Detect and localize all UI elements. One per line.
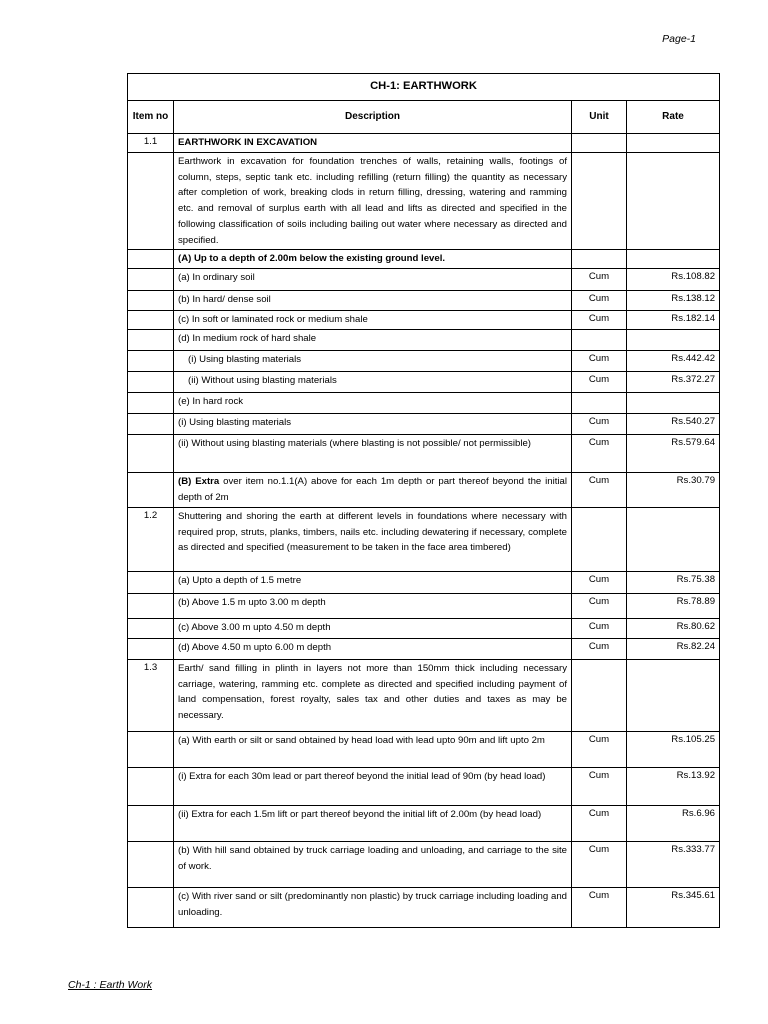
item-number-cell [128, 350, 174, 371]
description-cell: (b) With hill sand obtained by truck carriage loading and unloading, and carriage to the site of work. [174, 841, 572, 887]
item-number-cell [128, 571, 174, 593]
rate-cell [627, 153, 720, 250]
item-number-cell [128, 638, 174, 659]
unit-cell: Cum [572, 638, 627, 659]
page-number: Page-1 [662, 33, 696, 45]
description-cell: (a) Upto a depth of 1.5 metre [174, 571, 572, 593]
unit-cell: Cum [572, 571, 627, 593]
rate-cell: Rs.75.38 [627, 571, 720, 593]
table-row [128, 887, 720, 927]
unit-cell: Cum [572, 413, 627, 434]
item-number-cell [128, 841, 174, 887]
item-number-cell [128, 434, 174, 472]
description-cell [174, 250, 572, 269]
table-title: CH-1: EARTHWORK [128, 74, 720, 101]
unit-cell: Cum [572, 805, 627, 841]
rate-cell [627, 392, 720, 413]
item-number-cell [128, 329, 174, 350]
description-bold-text: (B) Extra [178, 475, 220, 487]
unit-cell [572, 250, 627, 269]
description-cell: (b) In hard/ dense soil [174, 291, 572, 311]
table-row [128, 593, 720, 618]
unit-cell: Cum [572, 291, 627, 311]
unit-cell: Cum [572, 841, 627, 887]
item-number-cell [128, 805, 174, 841]
description-cell: (a) With earth or silt or sand obtained by head load with lead upto 90m and lift upto 2m [174, 731, 572, 767]
table-row [128, 805, 720, 841]
description-cell: Shuttering and shoring the earth at different levels in foundations where necessary with required prop, struts, planks, timbers, nails etc. including dewatering if necessary, complete as directed and specified (measurement to be taken in the face area timbered) [174, 507, 572, 571]
header-unit: Unit [572, 101, 627, 134]
description-cell: EARTHWORK IN EXCAVATION [174, 134, 572, 153]
table-row [128, 472, 720, 507]
rate-cell: Rs.442.42 [627, 350, 720, 371]
description-cell: (i) Extra for each 30m lead or part thereof beyond the initial lead of 90m (by head load) [174, 767, 572, 805]
rate-cell [627, 329, 720, 350]
rate-cell [627, 134, 720, 153]
rate-cell: Rs.182.14 [627, 311, 720, 330]
table-row [128, 350, 720, 371]
description-cell: (a) In ordinary soil [174, 269, 572, 291]
description-cell: (d) In medium rock of hard shale [174, 329, 572, 350]
unit-cell: Cum [572, 269, 627, 291]
description-cell: (c) Above 3.00 m upto 4.50 m depth [174, 618, 572, 638]
item-number-cell: 1.3 [128, 659, 174, 731]
table-row [128, 371, 720, 392]
table-row [128, 767, 720, 805]
rate-cell: Rs.108.82 [627, 269, 720, 291]
rate-schedule-table [127, 73, 720, 928]
item-number-cell [128, 413, 174, 434]
table-row [128, 311, 720, 330]
description-cell [174, 472, 572, 507]
table-row [128, 434, 720, 472]
item-number-cell [128, 153, 174, 250]
rate-cell: Rs.345.61 [627, 887, 720, 927]
unit-cell [572, 153, 627, 250]
table-row [128, 250, 720, 269]
description-cell: Earth/ sand filling in plinth in layers not more than 150mm thick including necessary carriage, watering, ramming etc. complete as directed and specified including payment of land compensation, forest royalty, sales tax and other duties and taxes as may be necessary. [174, 659, 572, 731]
item-number-cell: 1.2 [128, 507, 174, 571]
unit-cell: Cum [572, 887, 627, 927]
description-cell: (ii) Without using blasting materials (where blasting is not possible/ not permissible) [174, 434, 572, 472]
header-description: Description [174, 101, 572, 134]
table-row [128, 571, 720, 593]
table-row [128, 153, 720, 250]
rate-cell: Rs.6.96 [627, 805, 720, 841]
rate-cell: Rs.579.64 [627, 434, 720, 472]
rate-cell: Rs.105.25 [627, 731, 720, 767]
rate-cell: Rs.138.12 [627, 291, 720, 311]
unit-cell [572, 659, 627, 731]
table-row [128, 134, 720, 153]
description-cell: (d) Above 4.50 m upto 6.00 m depth [174, 638, 572, 659]
item-number-cell [128, 291, 174, 311]
unit-cell: Cum [572, 767, 627, 805]
unit-cell: Cum [572, 371, 627, 392]
item-number-cell [128, 887, 174, 927]
description-cell: (i) Using blasting materials [174, 350, 572, 371]
unit-cell: Cum [572, 618, 627, 638]
table-row [128, 507, 720, 571]
description-cell: (b) Above 1.5 m upto 3.00 m depth [174, 593, 572, 618]
rate-cell: Rs.13.92 [627, 767, 720, 805]
unit-cell: Cum [572, 434, 627, 472]
item-number-cell [128, 311, 174, 330]
item-number-cell [128, 472, 174, 507]
unit-cell [572, 507, 627, 571]
rate-cell: Rs.30.79 [627, 472, 720, 507]
table-row [128, 269, 720, 291]
table-row [128, 413, 720, 434]
table-row [128, 638, 720, 659]
unit-cell [572, 392, 627, 413]
unit-cell: Cum [572, 472, 627, 507]
description-bold-text: (A) Up to a depth of 2.00m below the existing ground level. [178, 253, 446, 265]
rate-cell: Rs.80.62 [627, 618, 720, 638]
rate-cell: Rs.540.27 [627, 413, 720, 434]
item-number-cell [128, 371, 174, 392]
header-item-no: Item no [128, 101, 174, 134]
rate-cell: Rs.78.89 [627, 593, 720, 618]
item-number-cell [128, 767, 174, 805]
table-row [128, 329, 720, 350]
item-number-cell [128, 392, 174, 413]
unit-cell: Cum [572, 311, 627, 330]
unit-cell: Cum [572, 350, 627, 371]
header-rate: Rate [627, 101, 720, 134]
description-cell: (c) In soft or laminated rock or medium shale [174, 311, 572, 330]
footer-chapter-label: Ch-1 : Earth Work [68, 979, 153, 991]
description-cell: (ii) Without using blasting materials [174, 371, 572, 392]
description-cell: (ii) Extra for each 1.5m lift or part thereof beyond the initial lift of 2.00m (by head load) [174, 805, 572, 841]
item-number-cell [128, 593, 174, 618]
table-row [128, 618, 720, 638]
description-cell: (e) In hard rock [174, 392, 572, 413]
table-row [128, 392, 720, 413]
description-text: over item no.1.1(A) above for each 1m depth or part thereof beyond the initial depth of 2m [178, 475, 567, 503]
item-number-cell [128, 618, 174, 638]
description-cell: Earthwork in excavation for foundation trenches of walls, retaining walls, footings of column, steps, septic tank etc. including refilling (return filling) the quantity as necessary after completion of work, breaking clods in return filling, dressing, watering and ramming etc. and removal of surplus earth with all lead and lifts as directed and specified in the following classification of soils including bailing out water where necessary as directed and specified. [174, 153, 572, 250]
unit-cell: Cum [572, 731, 627, 767]
rate-cell: Rs.82.24 [627, 638, 720, 659]
rate-cell [627, 250, 720, 269]
item-number-cell: 1.1 [128, 134, 174, 153]
item-number-cell [128, 250, 174, 269]
rate-cell: Rs.333.77 [627, 841, 720, 887]
item-number-cell [128, 269, 174, 291]
table-row [128, 841, 720, 887]
description-cell: (c) With river sand or silt (predominantly non plastic) by truck carriage including loading and unloading. [174, 887, 572, 927]
table-row [128, 659, 720, 731]
unit-cell [572, 329, 627, 350]
rate-cell: Rs.372.27 [627, 371, 720, 392]
rate-cell [627, 507, 720, 571]
rate-cell [627, 659, 720, 731]
unit-cell [572, 134, 627, 153]
unit-cell: Cum [572, 593, 627, 618]
description-cell: (i) Using blasting materials [174, 413, 572, 434]
table-body [128, 134, 720, 928]
item-number-cell [128, 731, 174, 767]
table-row [128, 731, 720, 767]
table-row [128, 291, 720, 311]
